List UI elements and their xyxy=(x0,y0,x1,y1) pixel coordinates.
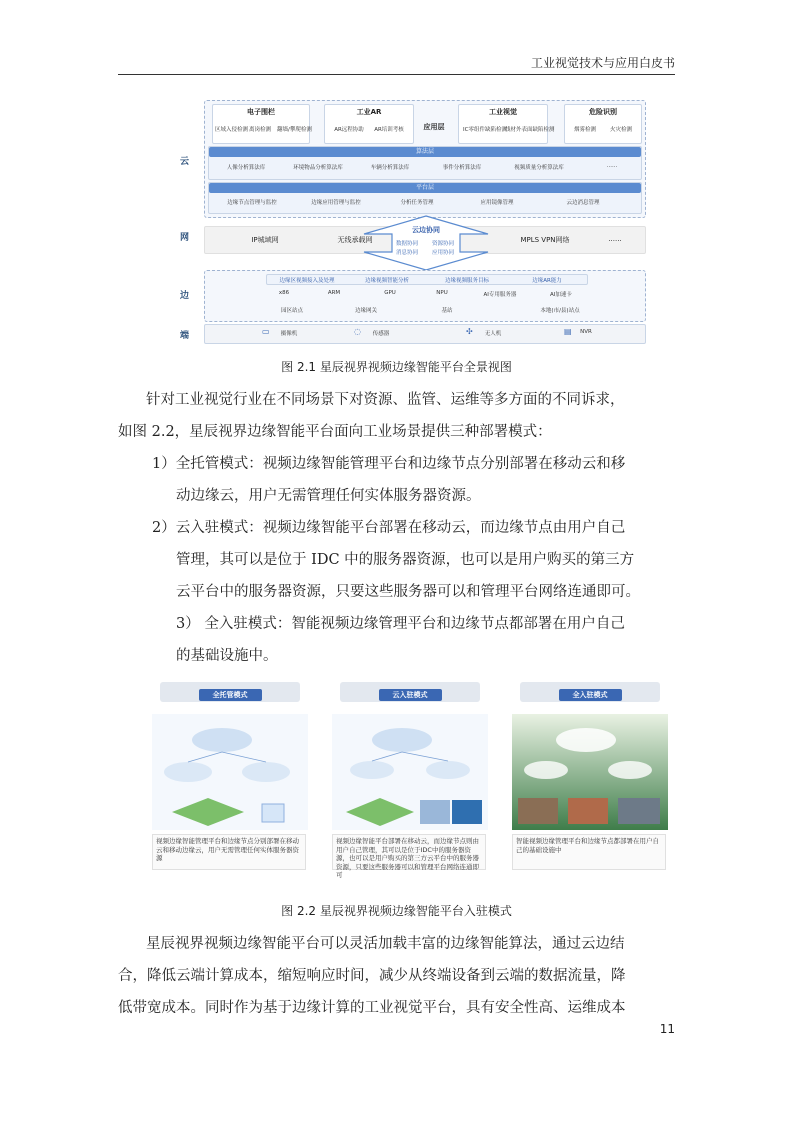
page-number: 11 xyxy=(659,1022,675,1036)
tier-cloud: 云 xyxy=(180,157,190,167)
app-group-danger xyxy=(564,104,642,144)
collab-item: 应用协同 xyxy=(431,250,454,256)
platform-item: 边缘应用管理与监控 xyxy=(311,200,361,206)
algo-item: ...... xyxy=(606,163,618,169)
hw-item: GPU xyxy=(384,290,396,296)
collab-item: 消息协同 xyxy=(395,250,418,256)
mode-3-line: 的基础设施中。 xyxy=(176,648,278,664)
platform-item: 应用镜像管理 xyxy=(480,200,514,206)
platform-layer-title: 平台层 xyxy=(209,183,641,193)
panel-title-bar xyxy=(160,682,300,702)
app-group-fence xyxy=(212,104,310,144)
algo-item: 事件分析算法库 xyxy=(442,165,482,171)
end-device: 摄像机 xyxy=(280,331,298,337)
full-onprem-diagram xyxy=(512,714,668,830)
hw-item: NPU xyxy=(436,290,448,296)
app-item: 火灾检测 xyxy=(609,127,632,133)
app-item: 翻墙/攀爬检测 xyxy=(277,127,312,133)
figure-1-caption: 图 2.1 星辰视界视频边缘智能平台全景视图 xyxy=(281,360,512,374)
app-item: 线材外表面缺陷检测 xyxy=(505,127,555,133)
panel-description: 视频边缘智能平台部署在移动云，而边缘节点则由用户自己管理，其可以是位于IDC中的服务器资源，也可以是用户购买的第三方云平台中的服务器资源，只要这些服务器可以和管理平台网络连通即可 xyxy=(332,834,486,870)
mode-2-line: 云平台中的服务器资源，只要这些服务器可以和管理平台网络连通即可。 xyxy=(176,584,640,600)
deploy-panel-cloud-hosted xyxy=(330,676,490,886)
algo-item: 环境物品分析算法库 xyxy=(293,165,343,171)
end-device: 传感器 xyxy=(372,331,390,337)
end-device: 无人机 xyxy=(484,331,502,337)
deploy-panel-full-managed xyxy=(150,676,310,886)
intro-line: 如图 2.2，星辰视界边缘智能平台面向工业场景提供三种部署模式： xyxy=(118,424,552,440)
site-item: 基站 xyxy=(441,308,453,314)
platform-item: 边缘节点管理与监控 xyxy=(227,200,277,206)
panel-title: 全入驻模式 xyxy=(559,689,622,701)
figure-2-caption: 图 2.2 星辰视界视频边缘智能平台入驻模式 xyxy=(281,904,512,918)
hw-item: ARM xyxy=(327,290,341,296)
panel-title-bar xyxy=(520,682,660,702)
header-title: 工业视觉技术与应用白皮书 xyxy=(530,56,675,70)
network-item: 无线承载网 xyxy=(337,236,373,244)
hw-item: x86 xyxy=(278,290,290,296)
mode-2-line: 2）云入驻模式：视频边缘智能平台部署在移动云，而边缘节点由用户自己 xyxy=(152,520,626,536)
body-line: 低带宽成本。同时作为基于边缘计算的工业视觉平台，具有安全性高、运维成本 xyxy=(118,1000,626,1016)
app-layer-label: 应用层 xyxy=(423,123,445,131)
intro-line: 针对工业视觉行业在不同场景下对资源、监管、运维等多方面的不同诉求， xyxy=(146,392,625,408)
cloud-edge-arrow xyxy=(360,214,492,272)
platform-architecture-figure xyxy=(176,96,646,346)
algo-item: 车辆分析算法库 xyxy=(370,165,410,171)
panel-title-bar xyxy=(340,682,480,702)
platform-item: 云边消息管理 xyxy=(566,200,600,206)
algo-item: 视频质量分析算法库 xyxy=(514,165,564,171)
edge-cap: 边缘视频服务目标 xyxy=(444,278,489,284)
app-group-title: 工业视觉 xyxy=(489,108,517,116)
app-item: 烟雾检测 xyxy=(573,127,596,133)
mode-2-line: 管理，其可以是位于 IDC 中的服务器资源，也可以是用户购买的第三方 xyxy=(176,552,635,568)
deploy-panel-full-onprem xyxy=(510,676,670,886)
app-group-vision xyxy=(458,104,555,144)
drone-icon: ✣ xyxy=(466,327,473,336)
edge-cap: 边缘AR能力 xyxy=(532,278,562,284)
hw-item: AI加速卡 xyxy=(550,292,572,298)
panel-description: 视频边缘智能管理平台和边缘节点分别部署在移动云和移动边缘云，用户无需管理任何实体服务器资源 xyxy=(152,834,306,870)
site-item: 边缘网关 xyxy=(354,308,377,314)
edge-cap: 边缘视频智能分析 xyxy=(364,278,409,284)
mode-3-line: 3） 全入驻模式：智能视频边缘管理平台和边缘节点都部署在用户自己 xyxy=(176,616,625,632)
camera-icon: ▭ xyxy=(262,327,270,336)
app-item: 区域入侵检测 xyxy=(215,127,249,133)
collab-item: 资源协同 xyxy=(431,241,454,247)
body-line: 合，降低云端计算成本，缩短响应时间，减少从终端设备到云端的数据流量，降 xyxy=(118,968,626,984)
edge-capabilities xyxy=(266,274,588,285)
body-line: 星辰视界视频边缘智能平台可以灵活加载丰富的边缘智能算法，通过云边结 xyxy=(146,936,625,952)
tier-network: 网 xyxy=(180,233,190,243)
tier-edge: 边 xyxy=(180,291,190,301)
network-item: MPLS VPN网络 xyxy=(520,236,570,244)
algo-layer xyxy=(208,146,642,180)
panel-description: 智能视频边缘管理平台和边缘节点都部署在用户自己的基础设施中 xyxy=(512,834,666,870)
cloud-hosted-diagram xyxy=(332,714,488,830)
panel-title: 全托管模式 xyxy=(199,689,262,701)
app-item: AR远程协助 xyxy=(334,127,364,133)
full-managed-diagram xyxy=(152,714,308,830)
page-header xyxy=(118,52,675,75)
algo-layer-title: 算法层 xyxy=(209,147,641,157)
app-group-title: 电子围栏 xyxy=(247,108,275,116)
site-item: 本地(市/县)站点 xyxy=(540,308,580,314)
platform-item: 分析任务管理 xyxy=(400,200,434,206)
app-item: 离岗检测 xyxy=(248,127,271,133)
algo-item: 人像分析算法库 xyxy=(226,165,266,171)
collab-item: 数据协同 xyxy=(395,241,418,247)
app-item: IC零组件缺陷检测 xyxy=(463,127,507,133)
tier-end: 端 xyxy=(180,331,190,341)
collab-title: 云边协同 xyxy=(412,226,440,234)
app-group-title: 危险识别 xyxy=(589,108,617,116)
app-group-title: 工业AR xyxy=(356,108,382,116)
platform-layer xyxy=(208,182,642,214)
nvr-icon: ▤ xyxy=(564,327,572,336)
network-item: IP城域网 xyxy=(251,236,279,244)
mode-1-line: 1）全托管模式：视频边缘智能管理平台和边缘节点分别部署在移动云和移 xyxy=(152,456,626,472)
end-device: NVR xyxy=(580,329,592,335)
sensor-icon: ◌ xyxy=(354,327,361,336)
panel-title: 云入驻模式 xyxy=(379,689,442,701)
hw-item: AI专用服务器 xyxy=(483,292,517,298)
app-group-ar xyxy=(324,104,414,144)
site-item: 园区站点 xyxy=(280,308,303,314)
network-item: ...... xyxy=(608,235,622,243)
app-item: AR培训考核 xyxy=(374,127,404,133)
edge-cap: 边缘区视频接入及处理 xyxy=(279,278,335,284)
mode-1-line: 动边缘云，用户无需管理任何实体服务器资源。 xyxy=(176,488,481,504)
